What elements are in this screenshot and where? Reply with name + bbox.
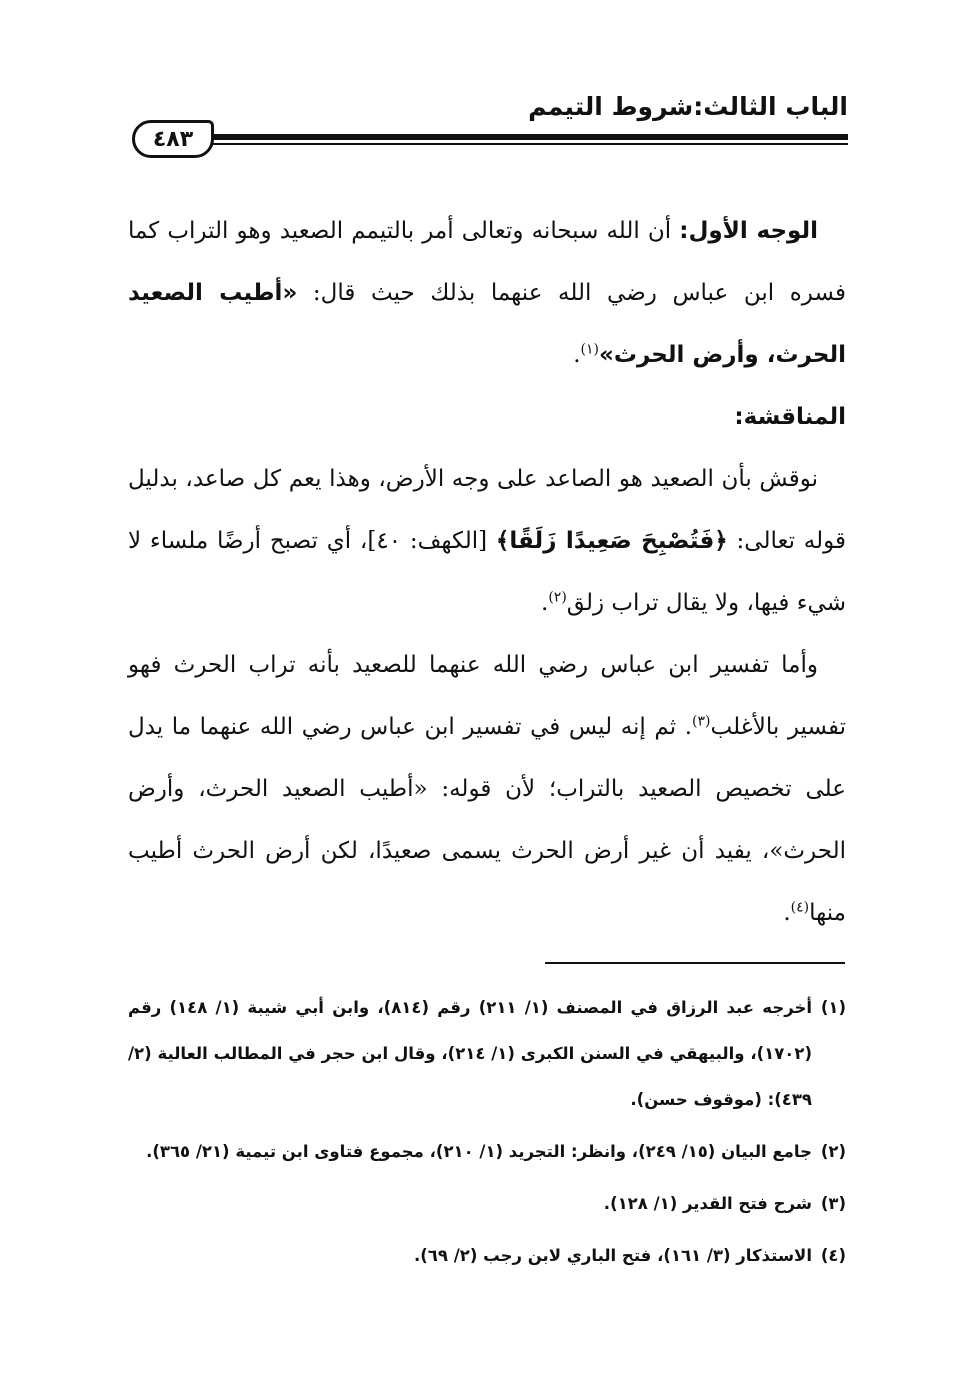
page-number: ٤٨٣ bbox=[152, 126, 194, 152]
footnote-1 bbox=[128, 985, 846, 1123]
running-header bbox=[128, 92, 848, 182]
footnote-text: جامع البيان (١٥/ ٢٤٩)، وانظر: التجريد (١/ ٢١٠)، مجموع فتاوى ابن تيمية (٢١/ ٣٦٥). bbox=[146, 1142, 812, 1161]
footnote-number: (٣) bbox=[820, 1194, 846, 1213]
footnote-2 bbox=[128, 1129, 846, 1175]
paragraph-end: . bbox=[573, 342, 581, 368]
first-aspect-label: الوجه الأول: bbox=[679, 218, 818, 244]
footnote-3 bbox=[128, 1181, 846, 1227]
footnotes bbox=[128, 985, 846, 1285]
objection-text-b: [الكهف: ٤٠]، أي تصبح أرضًا ملساء لا شيء فيها، ولا يقال تراب زلق bbox=[128, 528, 846, 616]
main-text bbox=[128, 200, 846, 944]
footnote-text: شرح فتح القدير (١/ ١٢٨). bbox=[603, 1194, 812, 1213]
response-text-b: . ثم إنه ليس في تفسير ابن عباس رضي الله عنهما ما يدل على تخصيص الصعيد بالتراب؛ لأن قوله: «أطيب الصعيد الحرث، وأرض الحرث»، يفيد أن غير أرض الحرث يسمى صعيدًا، لكن أرض الحرث أطيب منها bbox=[128, 714, 846, 926]
footnote-ref-4[interactable]: (٤) bbox=[790, 899, 810, 916]
page-number-badge bbox=[132, 120, 214, 158]
response-text-a: وأما تفسير ابن عباس رضي الله عنهما للصعيد بأنه تراب الحرث فهو تفسير بالأغلب bbox=[128, 652, 847, 740]
footnote-text: أخرجه عبد الرزاق في المصنف (١/ ٢١١) رقم (٨١٤)، وابن أبي شيبة (١/ ١٤٨) رقم (١٧٠٢)، والبيهقي في السنن الكبرى (١/ ٢١٤)، وقال ابن حجر في المطالب العالية (٢/ ٤٣٩): (موقوف حسن). bbox=[128, 998, 813, 1109]
footnote-ref-1[interactable]: (١) bbox=[580, 341, 599, 358]
footnote-number: (١) bbox=[820, 998, 846, 1017]
ibn-abbas-quote: «أطيب الصعيد الحرث، وأرض الحرث» bbox=[128, 280, 846, 368]
footnote-ref-3[interactable]: (٣) bbox=[692, 713, 711, 730]
footnote-separator bbox=[545, 962, 845, 964]
footnote-ref-2[interactable]: (٢) bbox=[548, 589, 567, 606]
first-aspect-text: أن الله سبحانه وتعالى أمر بالتيمم الصعيد وهو التراب كما فسره ابن عباس رضي الله عنهما بذلك حيث قال: bbox=[128, 218, 846, 306]
header-rule-thick bbox=[200, 134, 848, 140]
paragraph-first-aspect bbox=[128, 200, 846, 386]
paragraph-end: . bbox=[783, 900, 791, 926]
footnote-number: (٤) bbox=[820, 1246, 846, 1265]
discussion-heading: المناقشة: bbox=[734, 404, 846, 430]
footnote-number: (٢) bbox=[820, 1142, 846, 1161]
header-rule bbox=[200, 134, 848, 146]
paragraph-objection bbox=[128, 448, 846, 634]
paragraph-end: . bbox=[541, 590, 549, 616]
paragraph-response bbox=[128, 634, 846, 944]
header-rule-thin bbox=[200, 143, 848, 145]
quran-verse: ﴿فَتُصْبِحَ صَعِيدًا زَلَقًا﴾ bbox=[495, 528, 728, 554]
footnote-4 bbox=[128, 1233, 846, 1279]
chapter-title: الباب الثالث:شروط التيمم bbox=[528, 92, 848, 121]
objection-text-a: نوقش بأن الصعيد هو الصاعد على وجه الأرض، وهذا يعم كل صاعد، بدليل قوله تعالى: bbox=[128, 466, 846, 554]
footnote-text: الاستذكار (٣/ ١٦١)، فتح الباري لابن رجب (٢/ ٦٩). bbox=[413, 1246, 812, 1265]
